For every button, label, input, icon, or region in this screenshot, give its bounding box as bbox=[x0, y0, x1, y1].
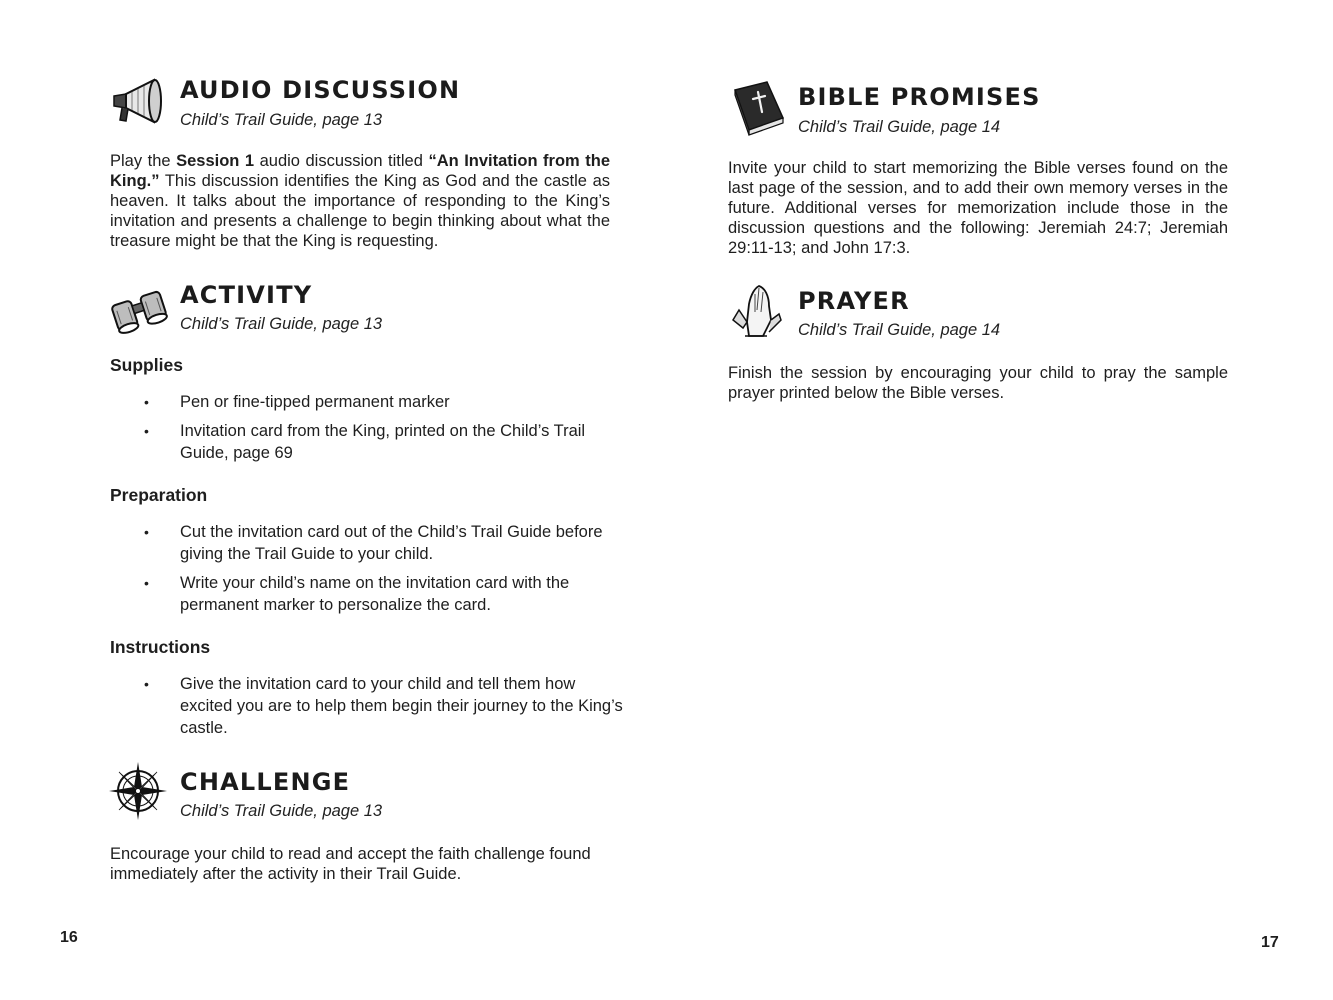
audio-discussion-subtitle: Child’s Trail Guide, page 13 bbox=[180, 111, 383, 129]
binoculars-icon bbox=[108, 280, 170, 342]
right-page bbox=[667, 0, 1333, 1000]
page-number-left: 16 bbox=[60, 929, 78, 946]
page-number-right: 17 bbox=[1261, 934, 1279, 951]
list-item: • Pen or fine-tipped permanent marker bbox=[144, 393, 450, 411]
preparation-heading: Preparation bbox=[110, 485, 208, 505]
audio-discussion-title: AUDIO DISCUSSION bbox=[180, 76, 461, 104]
prayer-paragraph: Finish the session by encouraging your child to pray the sample prayer printed below the Bible verses. bbox=[728, 364, 1228, 402]
bible-promises-paragraph: Invite your child to start memorizing the Bible verses found on the last page of the session, and to add their own memory verses in the future. Additional verses for memorization include those in the discussion questions and the following: Jeremiah 24:7; Jeremiah 29:11-13; and John 17:3. bbox=[728, 159, 1228, 257]
activity-subtitle: Child’s Trail Guide, page 13 bbox=[180, 315, 383, 333]
megaphone-icon bbox=[108, 72, 170, 134]
list-item: • Invitation card from the King, printed on the Child’s Trail Guide, page 69 bbox=[144, 422, 586, 462]
bullet: • bbox=[144, 575, 149, 591]
bullet: • bbox=[144, 394, 149, 410]
audio-discussion-paragraph: Play the Session 1 audio discussion titled “An Invitation from the King.” This discussion identifies the King as God and the castle as heaven. It talks about the importance of responding to the King’s invitation and presents a challenge to begin thinking about what the treasure might be that the King is requesting. bbox=[110, 152, 610, 250]
bullet: • bbox=[144, 676, 149, 692]
activity-title: ACTIVITY bbox=[180, 281, 313, 309]
prayer-subtitle: Child’s Trail Guide, page 14 bbox=[798, 321, 1001, 339]
list-item: • Write your child’s name on the invitation card with the permanent marker to personalize the card. bbox=[144, 574, 570, 614]
bullet: • bbox=[144, 524, 149, 540]
bible-promises-title: BIBLE PROMISES bbox=[798, 83, 1041, 111]
bible-promises-subtitle: Child’s Trail Guide, page 14 bbox=[798, 118, 1001, 136]
instructions-heading: Instructions bbox=[110, 637, 211, 657]
supplies-heading: Supplies bbox=[110, 355, 183, 375]
list-item: • Cut the invitation card out of the Child’s Trail Guide before giving the Trail Guide to your child. bbox=[144, 523, 603, 563]
list-item: • Give the invitation card to your child and tell them how excited you are to help them begin their journey to the King’s castle. bbox=[144, 675, 623, 737]
challenge-paragraph: Encourage your child to read and accept the faith challenge found immediately after the activity in their Trail Guide. bbox=[110, 845, 591, 883]
challenge-title: CHALLENGE bbox=[180, 768, 351, 796]
compass-rose-icon bbox=[107, 760, 169, 822]
bullet: • bbox=[144, 423, 149, 439]
prayer-title: PRAYER bbox=[798, 287, 910, 315]
left-page bbox=[0, 0, 666, 1000]
preparation-list bbox=[110, 521, 630, 623]
instructions-list bbox=[110, 673, 630, 746]
supplies-list bbox=[110, 391, 630, 471]
bible-icon bbox=[727, 76, 789, 138]
praying-hands-icon bbox=[725, 280, 787, 342]
challenge-subtitle: Child’s Trail Guide, page 13 bbox=[180, 802, 383, 820]
